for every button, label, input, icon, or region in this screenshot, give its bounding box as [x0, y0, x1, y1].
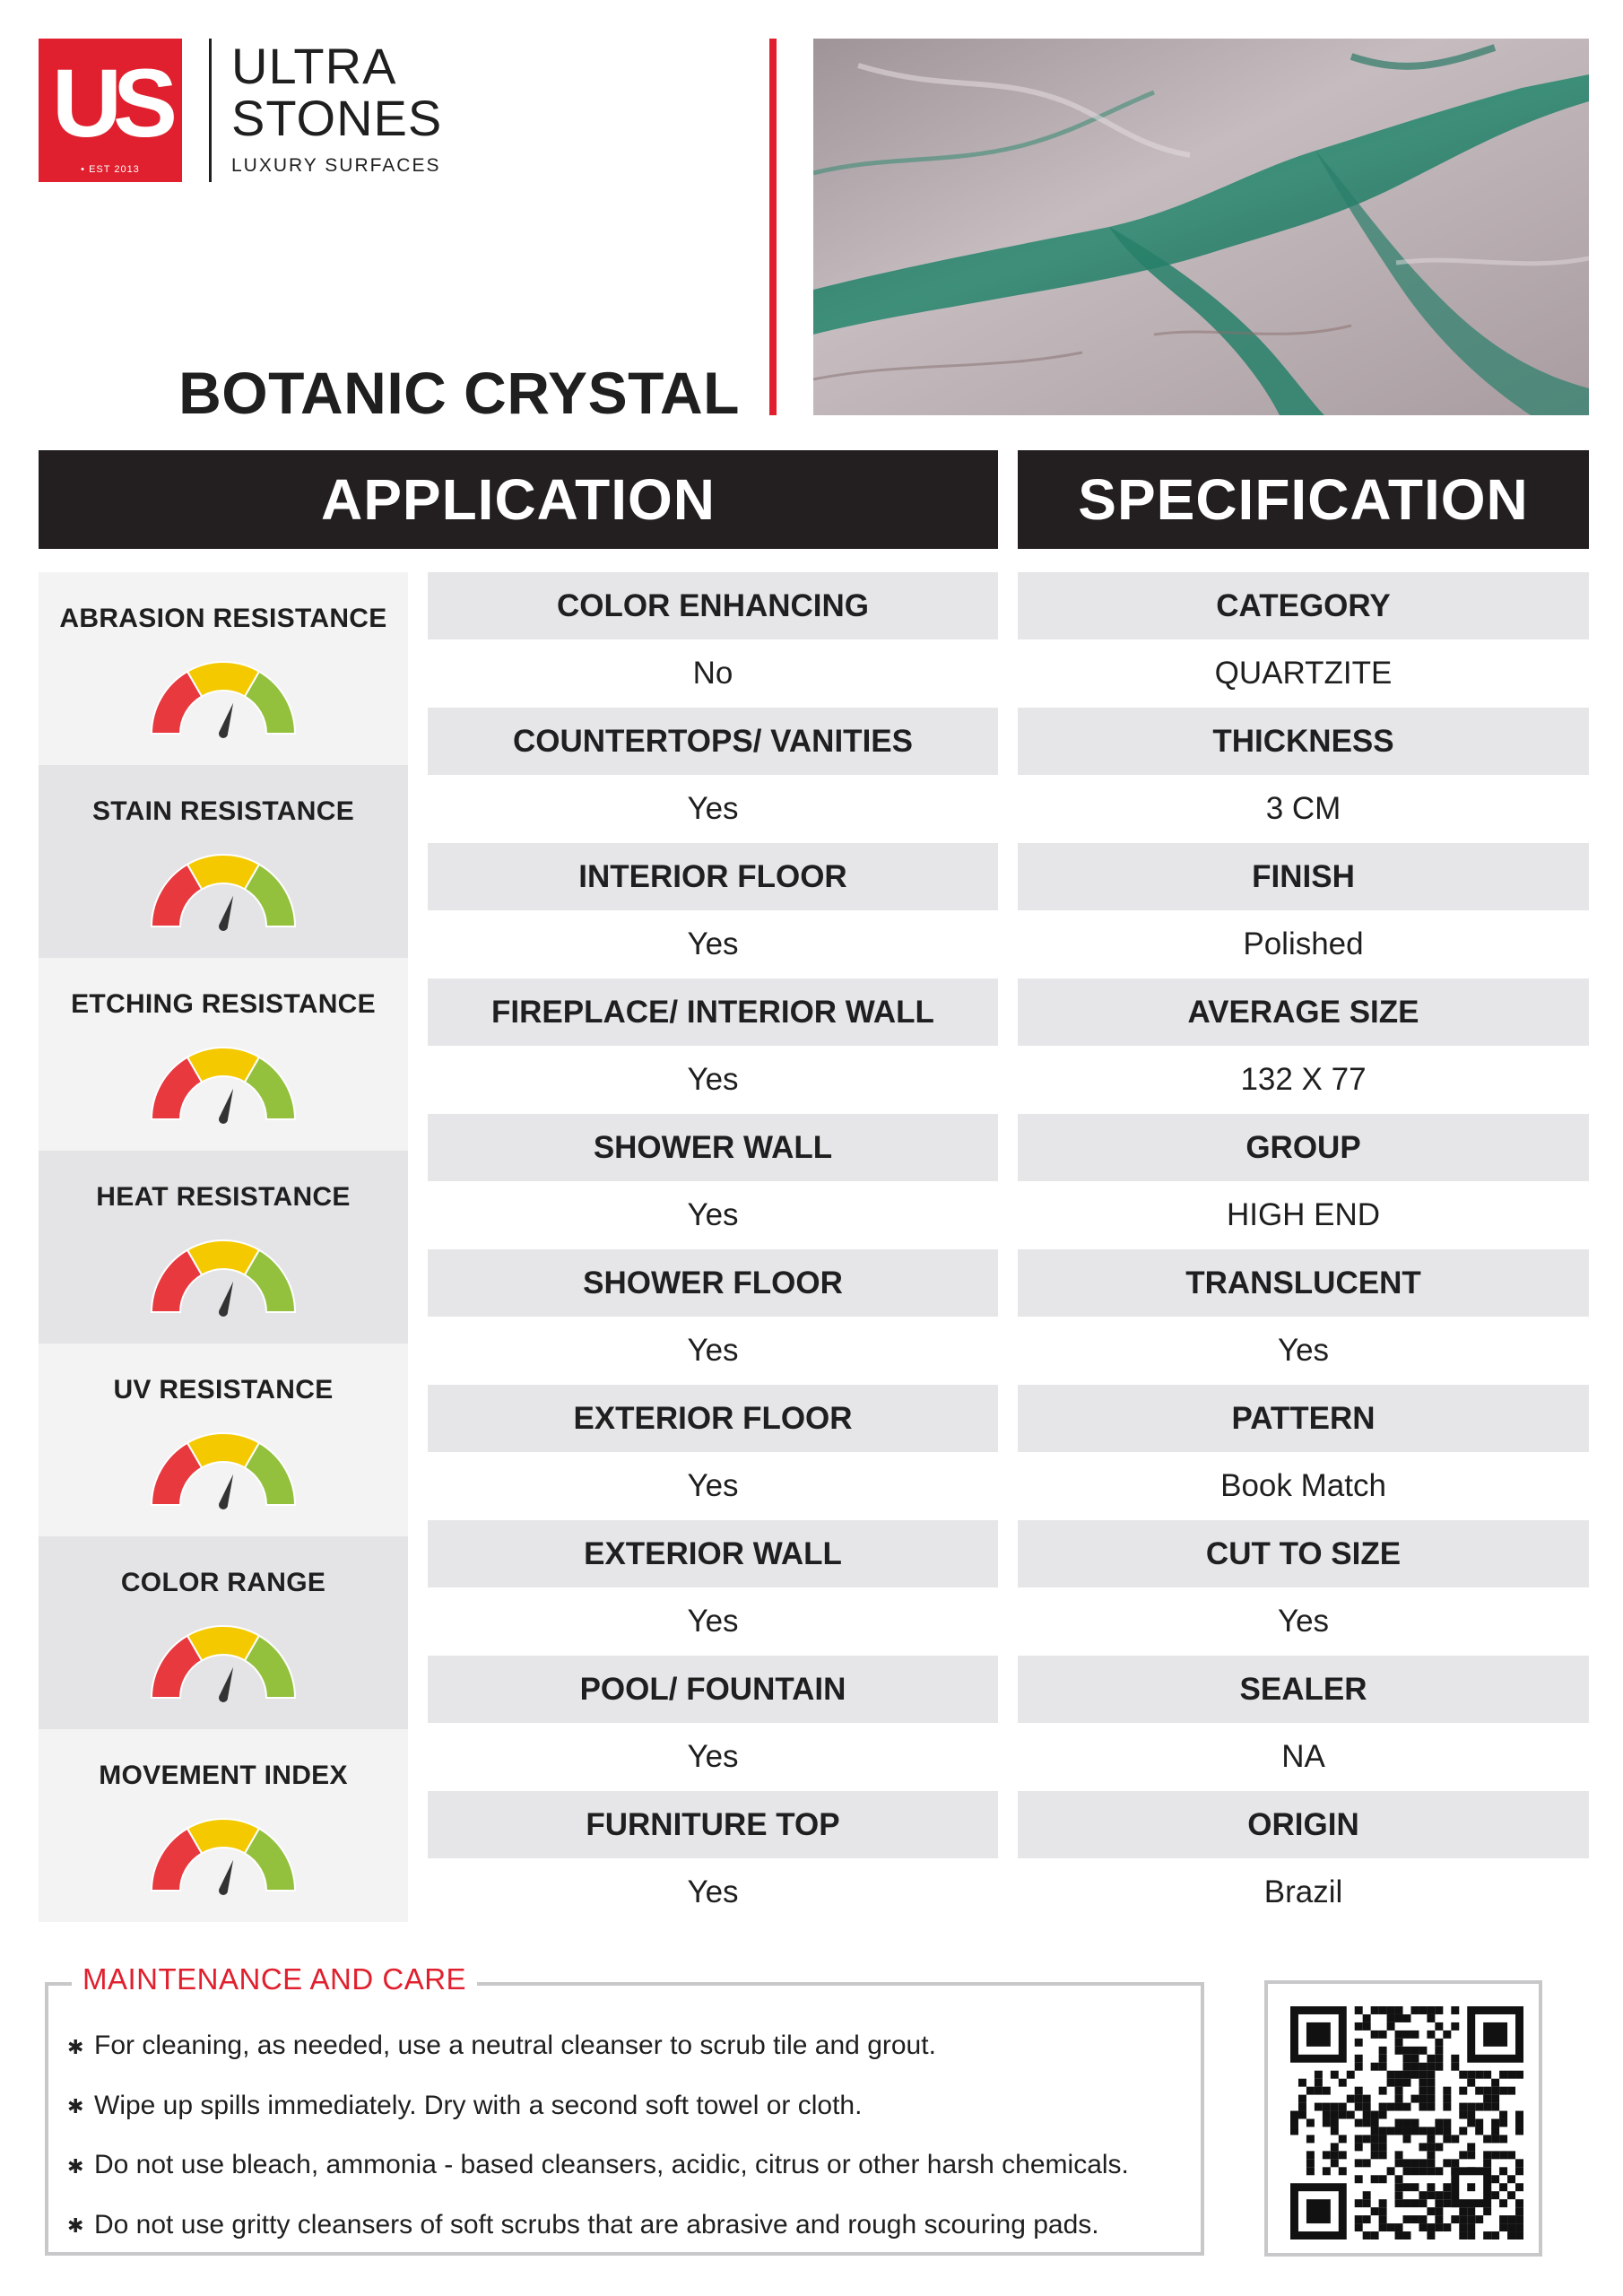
- table-row: [1018, 1385, 1589, 1520]
- table-row: [428, 1114, 998, 1249]
- row-label: EXTERIOR WALL: [428, 1520, 998, 1587]
- row-value: No: [692, 656, 733, 691]
- row-label: SHOWER WALL: [428, 1114, 998, 1181]
- row-label: INTERIOR FLOOR: [428, 843, 998, 910]
- table-row: [428, 1791, 998, 1926]
- asterisk-icon: ✱: [67, 2095, 84, 2118]
- row-label: TRANSLUCENT: [1018, 1249, 1589, 1317]
- row-value: Yes: [687, 926, 739, 961]
- stone-slab-graphic: [813, 39, 1589, 415]
- gauge-label: HEAT RESISTANCE: [96, 1182, 351, 1212]
- table-row: [428, 1249, 998, 1385]
- maintenance-list: [67, 2016, 1197, 2255]
- row-label: COLOR ENHANCING: [428, 572, 998, 639]
- table-row: [1018, 1249, 1589, 1385]
- list-item: [67, 2196, 1197, 2256]
- maintenance-text: For cleaning, as needed, use a neutral cleanser to scrub tile and grout.: [94, 2031, 936, 2060]
- application-header: APPLICATION: [39, 450, 998, 549]
- gauge-etching: [39, 958, 408, 1151]
- row-label: ORIGIN: [1018, 1791, 1589, 1858]
- row-label: GROUP: [1018, 1114, 1589, 1181]
- gauge-meter-icon: [147, 1622, 299, 1707]
- application-table: [428, 572, 998, 1926]
- list-item: [67, 2016, 1197, 2076]
- brand-logo: [39, 39, 182, 182]
- maintenance-text: Wipe up spills immediately. Dry with a second soft towel or cloth.: [94, 2090, 863, 2120]
- gauge-label: STAIN RESISTANCE: [91, 796, 355, 826]
- list-item: [67, 2135, 1197, 2196]
- logo-divider: [209, 39, 212, 182]
- table-row: [1018, 843, 1589, 978]
- table-row: [428, 708, 998, 843]
- row-label: AVERAGE SIZE: [1018, 978, 1589, 1046]
- gauge-meter-icon: [147, 1043, 299, 1128]
- row-value: NA: [1281, 1739, 1325, 1774]
- logo-letters: US: [51, 48, 169, 157]
- row-label: POOL/ FOUNTAIN: [428, 1656, 998, 1723]
- maintenance-title: MAINTENANCE AND CARE: [72, 1962, 477, 1996]
- gauge-label: COLOR RANGE: [120, 1568, 326, 1597]
- specification-table: [1018, 572, 1589, 1926]
- row-label: CUT TO SIZE: [1018, 1520, 1589, 1587]
- table-row: [1018, 978, 1589, 1114]
- row-value: Yes: [687, 791, 739, 826]
- table-row: [428, 978, 998, 1114]
- accent-bar: [769, 39, 777, 415]
- table-row: [428, 572, 998, 708]
- row-label: SHOWER FLOOR: [428, 1249, 998, 1317]
- asterisk-icon: ✱: [67, 2214, 84, 2238]
- gauge-meter-icon: [147, 1814, 299, 1900]
- table-row: [428, 843, 998, 978]
- gauge-stain: [39, 765, 408, 958]
- row-value: Yes: [687, 1874, 739, 1909]
- qr-code-icon: [1290, 2006, 1523, 2239]
- row-value: QUARTZITE: [1214, 656, 1393, 691]
- gauge-meter-icon: [147, 657, 299, 743]
- asterisk-icon: ✱: [67, 2035, 84, 2058]
- row-value: Yes: [687, 1468, 739, 1503]
- maintenance-text: Do not use gritty cleansers of soft scrubs that are abrasive and rough scouring pads.: [94, 2209, 1099, 2239]
- table-row: [1018, 1656, 1589, 1791]
- row-value: Yes: [687, 1739, 739, 1774]
- row-value: 3 CM: [1265, 791, 1341, 826]
- row-label: COUNTERTOPS/ VANITIES: [428, 708, 998, 775]
- gauge-label: ABRASION RESISTANCE: [59, 604, 387, 633]
- row-value: Yes: [687, 1197, 739, 1232]
- row-value: Yes: [1277, 1333, 1330, 1368]
- gauge-uv: [39, 1344, 408, 1536]
- brand-line1: ULTRA: [231, 38, 397, 94]
- qr-code[interactable]: [1264, 1980, 1542, 2257]
- logo-est: • EST 2013: [81, 164, 140, 175]
- table-row: [1018, 1520, 1589, 1656]
- stone-slab-image: [813, 39, 1589, 415]
- row-label: THICKNESS: [1018, 708, 1589, 775]
- table-row: [1018, 572, 1589, 708]
- row-value: 132 X 77: [1240, 1062, 1367, 1097]
- gauge-label: UV RESISTANCE: [113, 1375, 334, 1405]
- row-label: FURNITURE TOP: [428, 1791, 998, 1858]
- specification-header: SPECIFICATION: [1018, 450, 1589, 549]
- table-row: [1018, 708, 1589, 843]
- table-row: [1018, 1791, 1589, 1926]
- row-value: Brazil: [1263, 1874, 1343, 1909]
- row-value: Yes: [687, 1604, 739, 1639]
- row-label: EXTERIOR FLOOR: [428, 1385, 998, 1452]
- row-label: PATTERN: [1018, 1385, 1589, 1452]
- gauge-meter-icon: [147, 1236, 299, 1321]
- brand-tagline: LUXURY SURFACES: [231, 155, 441, 176]
- brand-name: [231, 40, 442, 177]
- table-row: [428, 1656, 998, 1791]
- gauge-meter-icon: [147, 1429, 299, 1514]
- gauge-label: ETCHING RESISTANCE: [71, 989, 376, 1019]
- gauge-label: MOVEMENT INDEX: [99, 1761, 348, 1790]
- brand-line2: STONES: [231, 90, 443, 146]
- row-value: HIGH END: [1226, 1197, 1381, 1232]
- maintenance-text: Do not use bleach, ammonia - based cleansers, acidic, citrus or other harsh chemicals.: [94, 2150, 1129, 2180]
- row-value: Yes: [687, 1062, 739, 1097]
- product-title: BOTANIC CRYSTAL: [178, 360, 740, 426]
- row-value: Polished: [1243, 926, 1364, 961]
- row-label: FIREPLACE/ INTERIOR WALL: [428, 978, 998, 1046]
- list-item: [67, 2076, 1197, 2136]
- row-label: FINISH: [1018, 843, 1589, 910]
- asterisk-icon: ✱: [67, 2154, 84, 2178]
- table-row: [428, 1520, 998, 1656]
- row-value: Yes: [687, 1333, 739, 1368]
- table-row: [428, 1385, 998, 1520]
- row-value: Book Match: [1220, 1468, 1386, 1503]
- row-label: CATEGORY: [1018, 572, 1589, 639]
- gauge-abrasion: [39, 572, 408, 765]
- table-row: [1018, 1114, 1589, 1249]
- gauge-movement: [39, 1729, 408, 1922]
- gauge-heat: [39, 1151, 408, 1344]
- row-label: SEALER: [1018, 1656, 1589, 1723]
- gauge-meter-icon: [147, 850, 299, 935]
- gauge-color-range: [39, 1536, 408, 1729]
- gauge-column: [39, 572, 408, 1922]
- row-value: Yes: [1277, 1604, 1330, 1639]
